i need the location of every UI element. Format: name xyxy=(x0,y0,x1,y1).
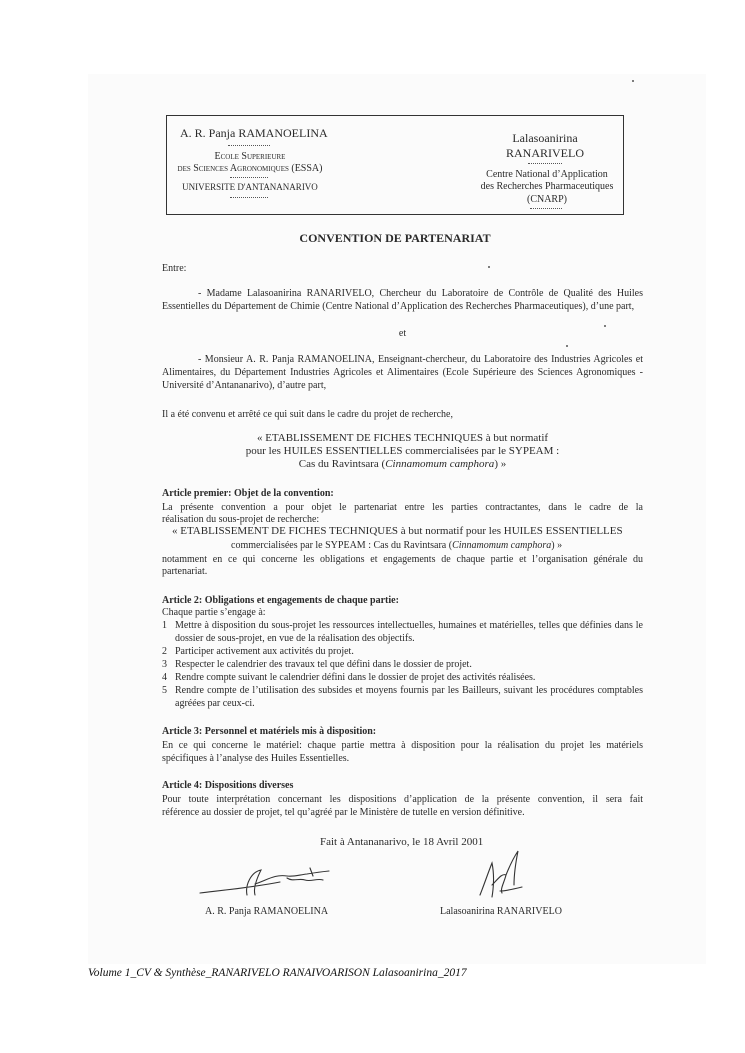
left-party-name: A. R. Panja RAMANOELINA xyxy=(180,126,328,140)
article1-line3: « ETABLISSEMENT DE FICHES TECHNIQUES à but normatif pour les HUILES ESSENTIELLES xyxy=(172,525,623,537)
right-party-name-line2: RANARIVELO xyxy=(506,146,584,160)
article3-line2: spécifiques à l’analyse des Huiles Essentielles. xyxy=(162,753,350,764)
scan-speck xyxy=(566,345,568,347)
article2-title: Article 2: Obligations et engagements de chaque partie: xyxy=(162,595,399,606)
right-center-line1: Centre National d’Application xyxy=(486,169,608,180)
article4-line1: Pour toute interprétation concernant les dispositions d’application de la présente convention, il sera fait xyxy=(162,794,643,805)
scan-speck xyxy=(604,325,606,327)
separator-dots xyxy=(228,145,270,146)
project-line3: Cas du Ravintsara (Cinnamomum camphora) » xyxy=(298,458,507,470)
separator-dots xyxy=(530,208,562,209)
party1-paragraph: - Madame Lalasoanirina RANARIVELO, Chercheur du Laboratoire de Contrôle de Qualité des Huiles Essentielles du Département de Chimie (Centre National d’Application des Recherches Pharmaceutiques), d’une part, xyxy=(162,288,643,312)
list-item: 4 Rendre compte suivant le calendrier défini dans le dossier de projet des activités réalisées. xyxy=(162,672,536,683)
article1-line2: réalisation du sous-projet de recherche: xyxy=(162,514,320,525)
document-title: CONVENTION DE PARTENARIAT xyxy=(299,231,491,245)
right-center-line2: des Recherches Pharmaceutiques xyxy=(480,181,614,192)
article3-title: Article 3: Personnel et matériels mis à disposition: xyxy=(162,726,377,737)
project-line1: « ETABLISSEMENT DE FICHES TECHNIQUES à but normatif xyxy=(256,432,549,444)
intro-text: Entre: xyxy=(162,263,187,274)
signature-left xyxy=(195,860,345,900)
article4-line2: référence au dossier de projet, tel qu’agréé par le Ministère de tutelle en version définitive. xyxy=(162,807,525,818)
article3-line1: En ce qui concerne le matériel: chaque partie mettra à disposition pour la réalisation du projet les matériels xyxy=(162,740,643,751)
list-item: 5 Rendre compte de l’utilisation des subsides et moyens fournis par les Bailleurs, suivant les procédures comptables agréées par ceux-ci. xyxy=(162,685,643,709)
article1-line6: partenariat. xyxy=(162,566,208,577)
left-university: UNIVERSITE D'ANTANANARIVO xyxy=(182,182,318,192)
article1-line4: commercialisées par le SYPEAM : Cas du Ravintsara (Cinnamomum camphora) » xyxy=(231,540,563,551)
separator-dots xyxy=(230,197,268,198)
scan-speck xyxy=(632,80,634,82)
article1-title: Article premier: Objet de la convention: xyxy=(162,488,334,499)
place-date: Fait à Antananarivo, le 18 Avril 2001 xyxy=(320,836,484,848)
page-footer: Volume 1_CV & Synthèse_RANARIVELO RANAIVOARISON Lalasoanirina_2017 xyxy=(88,967,467,979)
scan-speck xyxy=(488,266,490,268)
party2-paragraph: - Monsieur A. R. Panja RAMANOELINA, Enseignant-chercheur, du Laboratoire des Industries Agricoles et Alimentaires, du Département Industries Agricoles et Alimentaires (Ecole Supérieure des Sciences Agronomiques - Université d’Antananarivo), d’autre part, xyxy=(162,354,643,391)
list-item: 1 Mettre à disposition du sous-projet les ressources intellectuelles, humaines et matérielles, telles que définies dans le dossier de sous-projet, en vue de la réalisation des objectifs. xyxy=(162,620,643,644)
and-text: et xyxy=(398,328,407,339)
article2-intro: Chaque partie s’engage à: xyxy=(162,607,266,618)
separator-dots xyxy=(230,177,268,178)
right-party-name-line1: Lalasoanirina xyxy=(512,131,578,145)
signatory-right-name: Lalasoanirina RANARIVELO xyxy=(440,906,562,917)
right-center-acronym: (CNARP) xyxy=(526,194,567,205)
list-item: 3 Respecter le calendrier des travaux tel que défini dans le dossier de projet. xyxy=(162,659,472,670)
separator-dots xyxy=(528,163,562,164)
agreement-statement: Il a été convenu et arrêté ce qui suit dans le cadre du projet de recherche, xyxy=(162,409,453,420)
article4-title: Article 4: Dispositions diverses xyxy=(162,780,294,791)
signatory-left-name: A. R. Panja RAMANOELINA xyxy=(205,906,329,917)
list-item: 2 Participer activement aux activités du projet. xyxy=(162,646,354,657)
left-school-line2: des Sciences Agronomiques (ESSA) xyxy=(177,163,323,174)
project-line2: pour les HUILES ESSENTIELLES commercialisées par le SYPEAM : xyxy=(245,445,560,457)
article1-line5: notamment en ce qui concerne les obligations et engagements de chaque partie et l’organisation générale du xyxy=(162,554,643,565)
signature-right xyxy=(470,845,530,905)
article1-line1: La présente convention a pour objet le partenariat entre les parties contractantes, dans le cadre de la xyxy=(162,502,643,513)
left-school-line1: Ecole Superieure xyxy=(214,151,286,162)
